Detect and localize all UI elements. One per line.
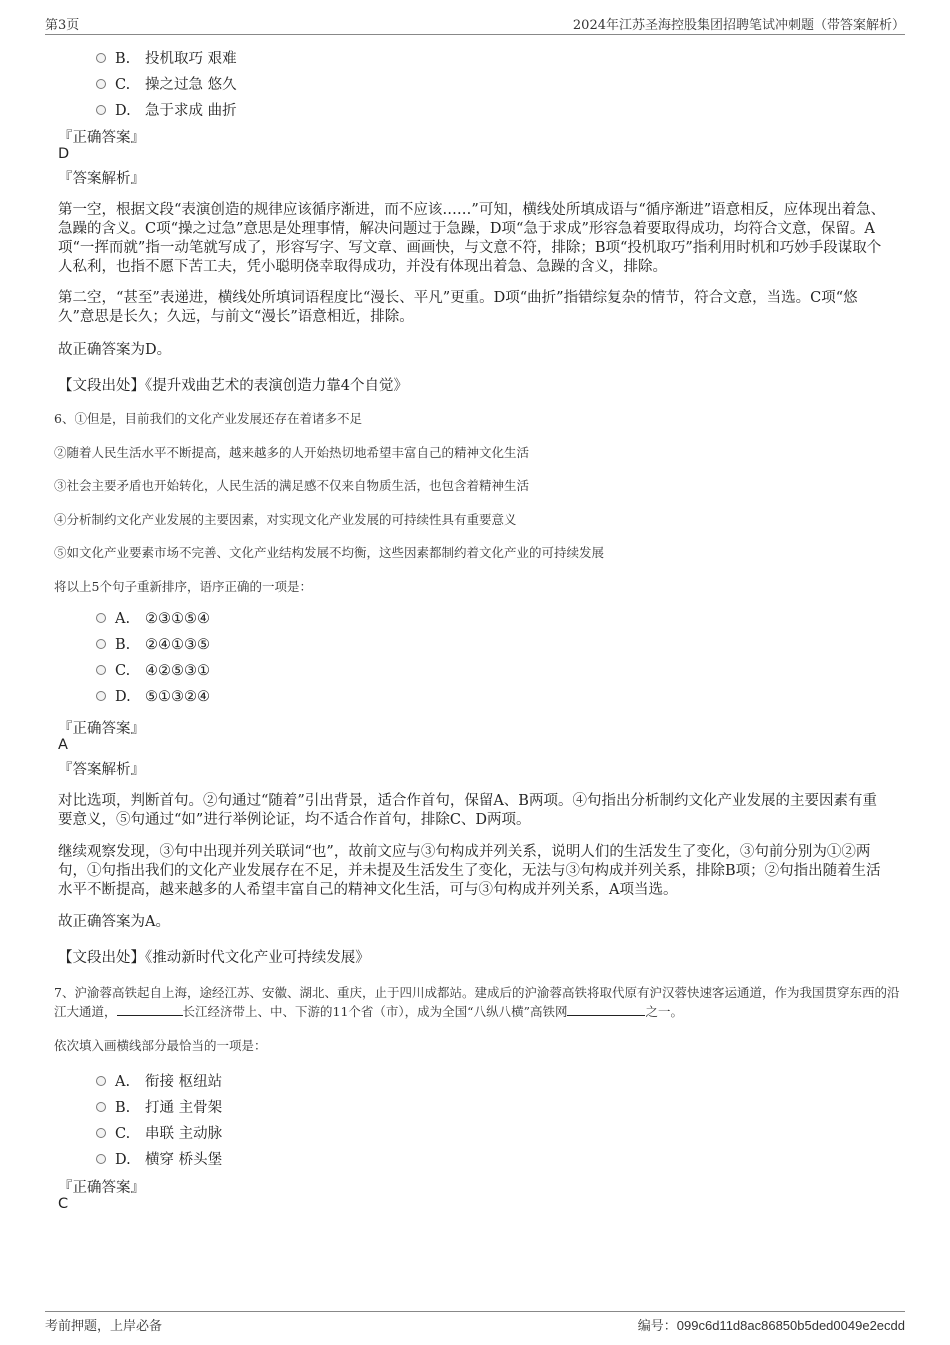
- option-c[interactable]: C. 操之过急 悠久: [96, 73, 237, 93]
- page-footer: [45, 1311, 905, 1336]
- radio-icon[interactable]: [96, 639, 106, 649]
- question-prompt: 依次填入画横线部分最恰当的一项是：: [54, 1038, 267, 1053]
- question-line: ④分析制约文化产业发展的主要因素，对实现文化产业发展的可持续性具有重要意义: [54, 512, 517, 527]
- fill-blank: [117, 1003, 183, 1016]
- question-stem: 7、沪渝蓉高铁起自上海，途经江苏、安徽、湖北、重庆，止于四川成都站。建成后的沪渝蓉高铁将取代原有沪汉蓉快速客运通道，作为我国贯穿东西的沿江大通道， 长江经济带上、中、下游的11个省（市），成为全国“八纵八横”高铁网 之一。: [54, 985, 900, 1019]
- option-b[interactable]: B. 投机取巧 艰难: [96, 47, 237, 67]
- source-citation: 【文段出处】《提升戏曲艺术的表演创造力靠4个自觉》: [58, 378, 408, 394]
- radio-icon[interactable]: [96, 691, 106, 701]
- radio-icon[interactable]: [96, 53, 106, 63]
- question-line: ②随着人民生活水平不断提高，越来越多的人开始热切地希望丰富自己的精神文化生活: [54, 445, 530, 460]
- radio-icon[interactable]: [96, 79, 106, 89]
- radio-icon[interactable]: [96, 1076, 106, 1086]
- option-b[interactable]: B. 打通 主骨架: [96, 1096, 222, 1116]
- radio-icon[interactable]: [96, 665, 106, 675]
- radio-icon[interactable]: [96, 1154, 106, 1164]
- option-c[interactable]: C. ④②⑤③①: [96, 663, 210, 683]
- option-d[interactable]: D. ⑤①③②④: [96, 689, 210, 709]
- question-line: 6、①但是，目前我们的文化产业发展还存在着诸多不足: [54, 411, 362, 426]
- option-a[interactable]: A. ②③①⑤④: [96, 611, 210, 631]
- analysis-paragraph: 对比选项，判断首句。②句通过“随着”引出背景，适合作首句，保留A、B两项。④句指出分析制约文化产业发展的主要因素有重要意义，⑤句通过“如”进行举例论证，均不适合作首句，排除C、D两项。: [58, 793, 877, 828]
- option-c[interactable]: C. 串联 主动脉: [96, 1122, 222, 1142]
- question-line: ⑤如文化产业要素市场不完善、文化产业结构发展不均衡，这些因素都制约着文化产业的可持续发展: [54, 545, 605, 560]
- analysis-conclusion: 故正确答案为D。: [58, 342, 172, 358]
- source-citation: 【文段出处】《推动新时代文化产业可持续发展》: [58, 950, 370, 966]
- answer-value: D: [58, 146, 70, 162]
- question-prompt: 将以上5个句子重新排序，语序正确的一项是：: [54, 579, 312, 594]
- question-line: ③社会主要矛盾也开始转化，人民生活的满足感不仅来自物质生活，也包含着精神生活: [54, 478, 530, 493]
- analysis-label: 『答案解析』: [58, 171, 145, 187]
- answer-value: C: [58, 1196, 69, 1212]
- analysis-paragraph: 继续观察发现，③句中出现并列关联词“也”，故前文应与③句构成并列关系，说明人们的生活发生了变化，③句前分别为①②两句，①句指出我们的文化产业发展存在不足，并未提及生活发生了变化，无法与③句构成并列关系，排除B项；②句指出随着生活水平不断提高，越来越多的人希望丰富自己的精神文化生活，可与③句构成并列关系，A项当选。: [58, 844, 881, 898]
- document-code: 编号：099c6d11d8ac86850b5ded0049e2ecdd: [637, 1318, 905, 1334]
- radio-icon[interactable]: [96, 1128, 106, 1138]
- footer-slogan: 考前押题，上岸必备: [45, 1319, 163, 1334]
- radio-icon[interactable]: [96, 613, 106, 623]
- option-d[interactable]: D. 横穿 桥头堡: [96, 1148, 222, 1168]
- answer-label: 『正确答案』: [58, 1180, 145, 1196]
- option-d[interactable]: D. 急于求成 曲折: [96, 99, 237, 119]
- document-title: 2024年江苏圣海控股集团招聘笔试冲刺题（带答案解析）: [572, 18, 905, 33]
- radio-icon[interactable]: [96, 1102, 106, 1112]
- page-header: [45, 14, 905, 35]
- option-b[interactable]: B. ②④①③⑤: [96, 637, 210, 657]
- analysis-paragraph: 第一空，根据文段“表演创造的规律应该循序渐进，而不应该……”可知，横线处所填成语与“循序渐进”语意相反，应体现出着急、急躁的含义。C项“操之过急”意思是处理事情，解决问题过于急躁，D项“急于求成”形容急着要取得成功，均符合文意，保留。A项“一挥而就”指一动笔就写成了，形容写字、写文章、画画快，与文意不符，排除；B项“投机取巧”指利用时机和巧妙手段谋取个人私利，也指不愿下苦工夫，凭小聪明侥幸取得成功，并没有体现出着急、急躁的含义，排除。: [58, 202, 886, 275]
- answer-label: 『正确答案』: [58, 130, 145, 146]
- fill-blank: [567, 1003, 645, 1016]
- radio-icon[interactable]: [96, 105, 106, 115]
- analysis-paragraph: 第二空，“甚至”表递进，横线处所填词语程度比“漫长、平凡”更重。D项“曲折”指错综复杂的情节，符合文意，当选。C项“悠久”意思是长久；久远，与前文“漫长”语意相近，排除。: [58, 290, 858, 325]
- analysis-label: 『答案解析』: [58, 762, 145, 778]
- option-a[interactable]: A. 衔接 枢纽站: [96, 1070, 222, 1090]
- analysis-conclusion: 故正确答案为A。: [58, 914, 170, 930]
- answer-label: 『正确答案』: [58, 721, 145, 737]
- page-number: 第3页: [45, 18, 80, 33]
- answer-value: A: [58, 737, 68, 753]
